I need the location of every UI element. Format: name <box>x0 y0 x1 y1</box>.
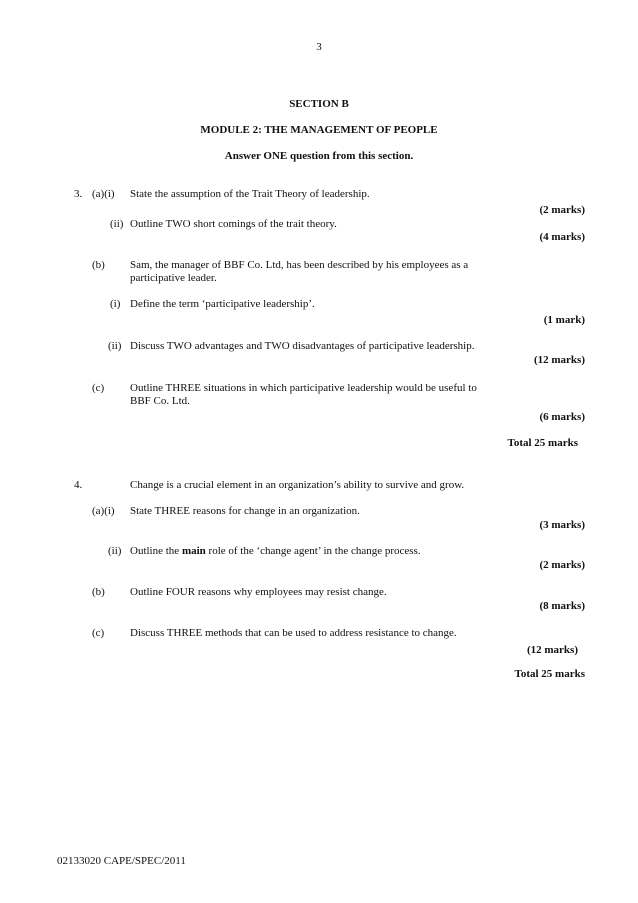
q4-a-ii-text-pre: Outline the <box>130 545 182 557</box>
q3-b-i-marks: (1 mark) <box>543 314 585 326</box>
q3-a-ii-marks: (4 marks) <box>539 231 585 243</box>
section-heading: SECTION B <box>289 98 349 110</box>
q4-c-label: (c) <box>92 627 105 639</box>
module-heading: MODULE 2: THE MANAGEMENT OF PEOPLE <box>200 124 438 136</box>
q3-number: 3. <box>74 188 83 200</box>
q3-b-text-line1: Sam, the manager of BBF Co. Ltd, has been described by his employees as a <box>130 259 469 271</box>
q4-a-ii-text <box>130 545 421 558</box>
q3-a-ii-label: (ii) <box>110 218 124 230</box>
q4-b-label: (b) <box>92 586 105 598</box>
q3-b-ii-label: (ii) <box>108 340 122 352</box>
q4-a-ii-text-bold: main <box>181 545 206 557</box>
q4-b-text: Outline FOUR reasons why employees may resist change. <box>130 586 387 598</box>
q4-a-ii-text-post: role of the ‘change agent’ in the change process. <box>205 545 421 557</box>
q4-number: 4. <box>74 479 83 491</box>
q3-b-i-text: Define the term ‘participative leadership’. <box>130 298 315 310</box>
q4-a-ii-label: (ii) <box>108 545 122 557</box>
q4-a-label: (a)(i) <box>92 505 115 517</box>
footer-code: 02133020 CAPE/SPEC/2011 <box>57 855 186 867</box>
q3-total: Total 25 marks <box>507 437 578 449</box>
q3-b-label: (b) <box>92 259 105 271</box>
q3-b-ii-text: Discuss TWO advantages and TWO disadvantages of participative leadership. <box>130 340 475 352</box>
q4-c-text: Discuss THREE methods that can be used to address resistance to change. <box>130 627 457 639</box>
q3-c-text-line2: BBF Co. Ltd. <box>130 395 190 407</box>
q4-c-marks: (12 marks) <box>526 644 578 656</box>
q3-a-i-text: State the assumption of the Trait Theory of leadership. <box>130 188 370 200</box>
q4-intro: Change is a crucial element in an organization’s ability to survive and grow. <box>130 479 465 491</box>
q4-total: Total 25 marks <box>514 668 585 680</box>
q3-c-text-line1: Outline THREE situations in which participative leadership would be useful to <box>130 382 477 394</box>
q4-b-marks: (8 marks) <box>539 600 585 612</box>
q3-a-ii-text: Outline TWO short comings of the trait theory. <box>130 218 337 230</box>
section-instruction: Answer ONE question from this section. <box>224 150 414 162</box>
q3-b-ii-marks: (12 marks) <box>533 354 585 366</box>
q4-a-i-text: State THREE reasons for change in an organization. <box>130 505 360 517</box>
q4-a-i-marks: (3 marks) <box>539 519 585 531</box>
q3-b-text-line2: participative leader. <box>130 272 217 284</box>
q3-a-label: (a)(i) <box>92 188 115 200</box>
page-number: 3 <box>316 41 322 53</box>
q3-a-i-marks: (2 marks) <box>539 204 585 216</box>
q3-b-i-label: (i) <box>110 298 121 310</box>
q3-c-label: (c) <box>92 382 105 394</box>
q4-a-ii-marks: (2 marks) <box>539 559 585 571</box>
q3-c-marks: (6 marks) <box>539 411 585 423</box>
